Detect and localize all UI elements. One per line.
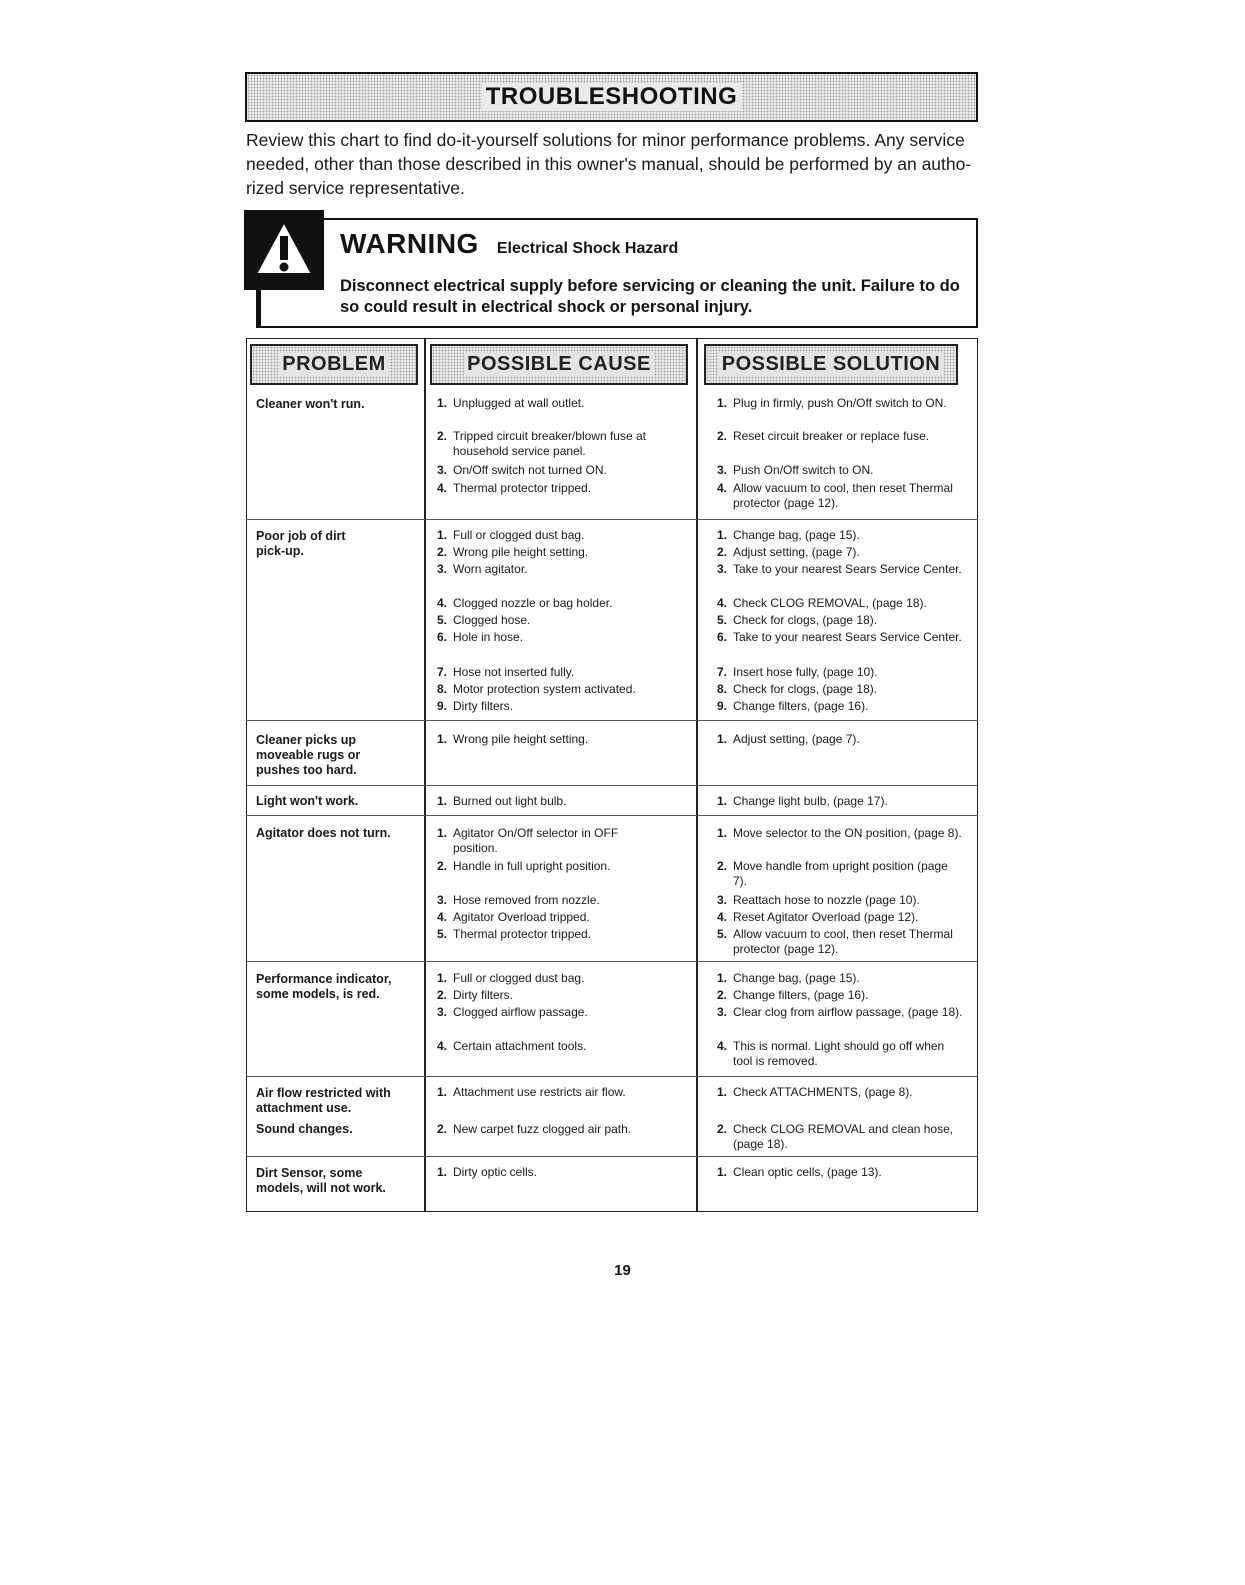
cause-number: 7. [437, 665, 448, 679]
solution-text: Allow vacuum to cool, then reset Thermal protector (page 12). [733, 481, 953, 510]
solution-text: Check for clogs, (page 18). [733, 613, 878, 627]
solution-item [717, 1005, 972, 1020]
cause-item [437, 859, 692, 874]
header-solution [704, 344, 958, 385]
cause-number: 1. [437, 794, 448, 808]
warning-triangle-icon [254, 220, 314, 276]
row-divider [246, 785, 978, 786]
solution-item [717, 988, 972, 1003]
cause-text: Agitator Overload tripped. [453, 910, 590, 924]
cause-text: Dirty optic cells. [453, 1165, 538, 1179]
cause-item [437, 396, 692, 411]
cause-text: Worn agitator. [453, 562, 528, 576]
solution-text: This is normal. Light should go off when tool is removed. [733, 1039, 945, 1068]
solution-item [717, 910, 972, 925]
cause-item [437, 732, 692, 747]
solution-item [717, 429, 972, 444]
solution-text: Check for clogs, (page 18). [733, 682, 878, 696]
cause-text: New carpet fuzz clogged air path. [453, 1122, 632, 1136]
row-divider [246, 815, 978, 816]
solution-item [717, 732, 972, 747]
cause-item [437, 562, 692, 577]
cause-item [437, 1165, 692, 1180]
warning-sign [244, 210, 324, 290]
problem-label: Dirt Sensor, some models, will not work. [256, 1166, 386, 1195]
cause-number: 6. [437, 630, 448, 644]
cause-number: 2. [437, 1122, 448, 1136]
cause-text: Thermal protector tripped. [453, 927, 592, 941]
solution-item [717, 1165, 972, 1180]
solution-item [717, 596, 972, 611]
cause-number: 4. [437, 1039, 448, 1053]
row-divider [246, 720, 978, 721]
cause-item [437, 893, 692, 908]
solution-text: Push On/Off switch to ON. [733, 463, 874, 477]
problem-label: Agitator does not turn. [256, 826, 391, 840]
solution-text: Check CLOG REMOVAL, (page 18). [733, 596, 927, 610]
cause-item [437, 910, 692, 925]
solution-text: Allow vacuum to cool, then reset Thermal protector (page 12). [733, 927, 953, 956]
solution-number: 2. [717, 545, 728, 559]
problem-label: Light won't work. [256, 794, 359, 808]
solution-item [717, 1122, 972, 1152]
solution-item [717, 665, 972, 680]
problem-label: Sound changes. [256, 1122, 353, 1136]
cause-number: 1. [437, 528, 448, 542]
cause-item [437, 682, 692, 697]
cause-number: 3. [437, 893, 448, 907]
solution-number: 1. [717, 1165, 728, 1179]
solution-item [717, 682, 972, 697]
problem-label: Poor job of dirt pick-up. [256, 529, 346, 558]
cause-number: 1. [437, 826, 448, 840]
solution-item [717, 859, 972, 889]
cause-text: Hole in hose. [453, 630, 524, 644]
cause-number: 4. [437, 910, 448, 924]
page-number: 19 [614, 1262, 631, 1279]
row-divider [246, 519, 978, 520]
solution-number: 3. [717, 1005, 728, 1019]
cause-item [437, 613, 692, 628]
header-problem-label: PROBLEM [279, 353, 389, 376]
problem-label: Performance indicator, some models, is red. [256, 972, 392, 1001]
cause-text: Agitator On/Off selector in OFF position. [453, 826, 619, 855]
header-problem [250, 344, 418, 385]
solution-number: 5. [717, 613, 728, 627]
row-divider [246, 1076, 978, 1077]
cause-item [437, 1085, 692, 1100]
page-title: TROUBLESHOOTING [482, 83, 742, 111]
cause-text: Wrong pile height setting. [453, 732, 589, 746]
solution-number: 1. [717, 528, 728, 542]
solution-text: Clear clog from airflow passage, (page 18). [733, 1005, 963, 1019]
solution-number: 2. [717, 859, 728, 873]
cause-text: Clogged nozzle or bag holder. [453, 596, 613, 610]
cause-number: 4. [437, 596, 448, 610]
header-solution-label: POSSIBLE SOLUTION [719, 353, 944, 376]
cause-item [437, 927, 692, 942]
cause-number: 2. [437, 859, 448, 873]
solution-item [717, 396, 972, 411]
cause-item [437, 596, 692, 611]
solution-text: Reset circuit breaker or replace fuse. [733, 429, 930, 443]
cause-item [437, 545, 692, 560]
cause-number: 8. [437, 682, 448, 696]
column-divider [424, 338, 426, 1212]
cause-item [437, 528, 692, 543]
solution-number: 3. [717, 463, 728, 477]
solution-text: Clean optic cells, (page 13). [733, 1165, 882, 1179]
cause-number: 1. [437, 396, 448, 410]
cause-text: Motor protection system activated. [453, 682, 636, 696]
cause-number: 1. [437, 1165, 448, 1179]
cause-number: 9. [437, 699, 448, 713]
cause-text: Wrong pile height setting. [453, 545, 589, 559]
solution-number: 1. [717, 794, 728, 808]
cause-item [437, 429, 692, 459]
solution-text: Check CLOG REMOVAL and clean hose, (page 18). [733, 1122, 954, 1151]
cause-text: Clogged airflow passage. [453, 1005, 588, 1019]
cause-item [437, 971, 692, 986]
solution-number: 9. [717, 699, 728, 713]
solution-number: 1. [717, 732, 728, 746]
solution-number: 4. [717, 910, 728, 924]
cause-item [437, 481, 692, 496]
solution-item [717, 1085, 972, 1100]
cause-text: Thermal protector tripped. [453, 481, 592, 495]
solution-item [717, 893, 972, 908]
row-divider [246, 1156, 978, 1157]
cause-text: Dirty filters. [453, 988, 513, 1002]
solution-number: 3. [717, 893, 728, 907]
cause-number: 4. [437, 481, 448, 495]
cause-number: 3. [437, 1005, 448, 1019]
solution-text: Insert hose fully, (page 10). [733, 665, 878, 679]
solution-text: Change light bulb, (page 17). [733, 794, 888, 808]
cause-number: 2. [437, 545, 448, 559]
solution-number: 1. [717, 396, 728, 410]
solution-item [717, 613, 972, 628]
cause-number: 3. [437, 463, 448, 477]
solution-item [717, 562, 972, 577]
warning-text: Disconnect electrical supply before servicing or cleaning the unit. Failure to do so could result in electrical shock or personal injury. [340, 277, 960, 316]
cause-text: Attachment use restricts air flow. [453, 1085, 626, 1099]
problem-label: Cleaner picks up moveable rugs or pushes too hard. [256, 733, 361, 777]
cause-text: Hose not inserted fully. [453, 665, 575, 679]
solution-item [717, 528, 972, 543]
cause-item [437, 630, 692, 645]
solution-text: Plug in firmly, push On/Off switch to ON. [733, 396, 947, 410]
problem-label: Air flow restricted with attachment use. [256, 1086, 391, 1115]
solution-text: Take to your nearest Sears Service Center. [733, 562, 962, 576]
solution-text: Reset Agitator Overload (page 12). [733, 910, 919, 924]
cause-number: 5. [437, 613, 448, 627]
cause-number: 3. [437, 562, 448, 576]
cause-text: Dirty filters. [453, 699, 513, 713]
cause-text: Handle in full upright position. [453, 859, 611, 873]
solution-number: 4. [717, 481, 728, 495]
cause-text: Clogged hose. [453, 613, 531, 627]
header-cause [430, 344, 688, 385]
cause-item [437, 1039, 692, 1054]
solution-text: Change bag, (page 15). [733, 971, 860, 985]
solution-item [717, 630, 972, 645]
cause-item [437, 699, 692, 714]
solution-number: 4. [717, 1039, 728, 1053]
solution-text: Change bag, (page 15). [733, 528, 860, 542]
solution-item [717, 794, 972, 809]
cause-number: 1. [437, 732, 448, 746]
cause-number: 2. [437, 988, 448, 1002]
cause-text: Full or clogged dust bag. [453, 528, 585, 542]
solution-item [717, 826, 972, 841]
warning-heading-row [340, 228, 678, 260]
solution-text: Adjust setting, (page 7). [733, 545, 860, 559]
cause-text: Unplugged at wall outlet. [453, 396, 585, 410]
cause-number: 1. [437, 1085, 448, 1099]
cause-item [437, 988, 692, 1003]
cause-number: 2. [437, 429, 448, 443]
solution-number: 2. [717, 988, 728, 1002]
solution-number: 4. [717, 596, 728, 610]
warning-heading: WARNING [340, 228, 479, 259]
solution-number: 7. [717, 665, 728, 679]
cause-item [437, 826, 637, 856]
solution-text: Adjust setting, (page 7). [733, 732, 860, 746]
cause-text: Tripped circuit breaker/blown fuse at household service panel. [453, 429, 646, 458]
solution-text: Change filters, (page 16). [733, 988, 869, 1002]
header-cause-label: POSSIBLE CAUSE [464, 353, 654, 376]
solution-number: 5. [717, 927, 728, 941]
solution-text: Change filters, (page 16). [733, 699, 869, 713]
cause-item [437, 1005, 692, 1020]
cause-item [437, 463, 692, 478]
cause-number: 1. [437, 971, 448, 985]
cause-text: Full or clogged dust bag. [453, 971, 585, 985]
solution-number: 6. [717, 630, 728, 644]
solution-text: Reattach hose to nozzle (page 10). [733, 893, 920, 907]
cause-item [437, 1122, 692, 1137]
solution-number: 3. [717, 562, 728, 576]
warning-subheading: Electrical Shock Hazard [496, 240, 679, 257]
cause-number: 5. [437, 927, 448, 941]
solution-item [717, 927, 972, 957]
solution-item [717, 463, 972, 478]
cause-text: Burned out light bulb. [453, 794, 567, 808]
title-bar [245, 72, 978, 122]
solution-number: 1. [717, 971, 728, 985]
solution-item [717, 971, 972, 986]
column-divider [696, 338, 698, 1212]
intro-paragraph: Review this chart to find do-it-yourself solutions for minor performance problems. Any service needed, other than those described in this owner's manual, should be performed by an autho-rized service representative. [246, 130, 972, 198]
cause-text: Certain attachment tools. [453, 1039, 587, 1053]
solution-text: Move handle from upright position (page 7). [733, 859, 948, 888]
cause-item [437, 794, 692, 809]
solution-number: 2. [717, 1122, 728, 1136]
solution-number: 1. [717, 826, 728, 840]
solution-item [717, 699, 972, 714]
row-divider [246, 961, 978, 962]
solution-text: Check ATTACHMENTS, (page 8). [733, 1085, 913, 1099]
solution-number: 2. [717, 429, 728, 443]
solution-number: 1. [717, 1085, 728, 1099]
solution-item [717, 481, 972, 511]
solution-number: 8. [717, 682, 728, 696]
cause-text: On/Off switch not turned ON. [453, 463, 607, 477]
problem-label: Cleaner won't run. [256, 397, 365, 411]
solution-text: Move selector to the ON position, (page 8). [733, 826, 962, 840]
solution-text: Take to your nearest Sears Service Center. [733, 630, 962, 644]
cause-text: Hose removed from nozzle. [453, 893, 600, 907]
cause-item [437, 665, 692, 680]
solution-item [717, 1039, 972, 1069]
solution-item [717, 545, 972, 560]
